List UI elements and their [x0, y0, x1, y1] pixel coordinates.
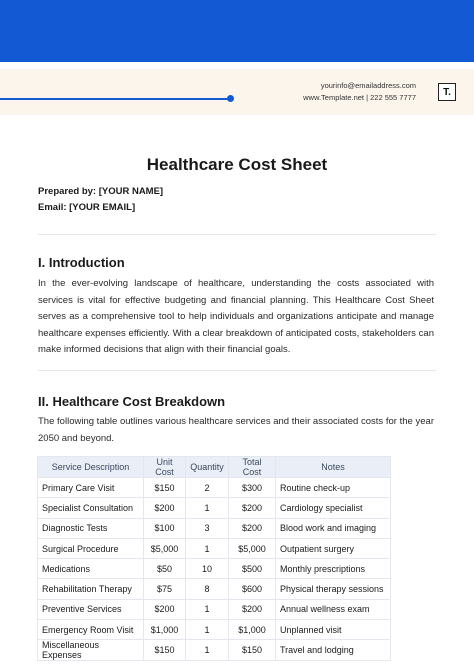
breakdown-heading: II. Healthcare Cost Breakdown — [38, 394, 226, 409]
col-header-quantity: Quantity — [186, 457, 229, 478]
cell-total-cost: $1,000 — [229, 620, 276, 640]
cell-notes: Annual wellness exam — [276, 599, 391, 619]
prepared-by: Prepared by: [YOUR NAME] — [38, 186, 164, 197]
cell-quantity: 8 — [186, 579, 229, 599]
table-row — [38, 579, 391, 599]
cell-unit-cost: $150 — [144, 478, 186, 498]
contact-website-phone: www.Template.net | 222 555 7777 — [303, 93, 416, 102]
cell-notes: Unplanned visit — [276, 620, 391, 640]
cell-notes: Physical therapy sessions — [276, 579, 391, 599]
table-row — [38, 620, 391, 640]
cell-unit-cost: $200 — [144, 599, 186, 619]
cell-total-cost: $200 — [229, 498, 276, 518]
cell-notes: Monthly prescriptions — [276, 559, 391, 579]
cell-quantity: 1 — [186, 599, 229, 619]
email-line: Email: [YOUR EMAIL] — [38, 202, 136, 213]
col-header-total-cost: Total Cost — [229, 457, 276, 478]
col-header-unit-cost: Unit Cost — [144, 457, 186, 478]
accent-rule-dot — [227, 95, 234, 102]
cell-unit-cost: $200 — [144, 498, 186, 518]
top-color-band — [0, 0, 474, 62]
cell-quantity: 1 — [186, 498, 229, 518]
cell-unit-cost: $150 — [144, 640, 186, 661]
table-row — [38, 640, 391, 661]
intro-paragraph: In the ever-evolving landscape of healthcare, understanding the costs associated with services is vital for effective budgeting and financial planning. This Healthcare Cost Sheet serves as a comprehensive tool to help individuals and organizations anticipate and manage healthcare expenses efficiently. With a clear breakdown of anticipated costs, stakeholders can make informed decisions that align with their financial goals. — [38, 278, 434, 356]
cell-unit-cost: $1,000 — [144, 620, 186, 640]
cell-service: Surgical Procedure — [38, 538, 144, 558]
table-row — [38, 538, 391, 558]
breakdown-paragraph: The following table outlines various healthcare services and their associated costs for the year 2050 and beyond. — [38, 416, 434, 444]
cell-total-cost: $150 — [229, 640, 276, 661]
accent-rule — [0, 98, 230, 100]
cell-quantity: 2 — [186, 478, 229, 498]
contact-email: yourinfo@emailaddress.com — [320, 81, 416, 90]
table-row — [38, 478, 391, 498]
cell-notes: Outpatient surgery — [276, 538, 391, 558]
cell-quantity: 3 — [186, 518, 229, 538]
cell-unit-cost: $75 — [144, 579, 186, 599]
cell-total-cost: $200 — [229, 599, 276, 619]
cell-notes: Routine check-up — [276, 478, 391, 498]
cell-total-cost: $200 — [229, 518, 276, 538]
page-title: Healthcare Cost Sheet — [146, 155, 328, 174]
contact-block — [303, 80, 416, 104]
cell-unit-cost: $100 — [144, 518, 186, 538]
cell-service: Preventive Services — [38, 599, 144, 619]
cell-quantity: 1 — [186, 538, 229, 558]
cell-quantity: 1 — [186, 620, 229, 640]
table-row — [38, 498, 391, 518]
cell-notes: Travel and lodging — [276, 640, 391, 661]
cell-notes: Blood work and imaging — [276, 518, 391, 538]
cell-quantity: 1 — [186, 640, 229, 661]
cell-service: Emergency Room Visit — [38, 620, 144, 640]
cell-unit-cost: $5,000 — [144, 538, 186, 558]
cell-total-cost: $600 — [229, 579, 276, 599]
cost-table — [37, 456, 391, 661]
cell-unit-cost: $50 — [144, 559, 186, 579]
intro-heading: I. Introduction — [38, 255, 125, 270]
brand-logo — [438, 83, 456, 101]
table-row — [38, 559, 391, 579]
table-row — [38, 518, 391, 538]
cell-service: Diagnostic Tests — [38, 518, 144, 538]
col-header-service: Service Description — [38, 457, 144, 478]
section-divider — [38, 370, 436, 371]
cell-total-cost: $5,000 — [229, 538, 276, 558]
cell-quantity: 10 — [186, 559, 229, 579]
cell-notes: Cardiology specialist — [276, 498, 391, 518]
cell-total-cost: $500 — [229, 559, 276, 579]
cell-total-cost: $300 — [229, 478, 276, 498]
cell-service: Miscellaneous Expenses — [38, 640, 144, 661]
table-header-row — [38, 457, 391, 478]
cell-service: Rehabilitation Therapy — [38, 579, 144, 599]
col-header-notes: Notes — [276, 457, 391, 478]
cell-service: Specialist Consultation — [38, 498, 144, 518]
table-row — [38, 599, 391, 619]
cell-service: Medications — [38, 559, 144, 579]
section-divider — [38, 234, 436, 235]
cell-service: Primary Care Visit — [38, 478, 144, 498]
logo-text: T. — [443, 86, 451, 98]
